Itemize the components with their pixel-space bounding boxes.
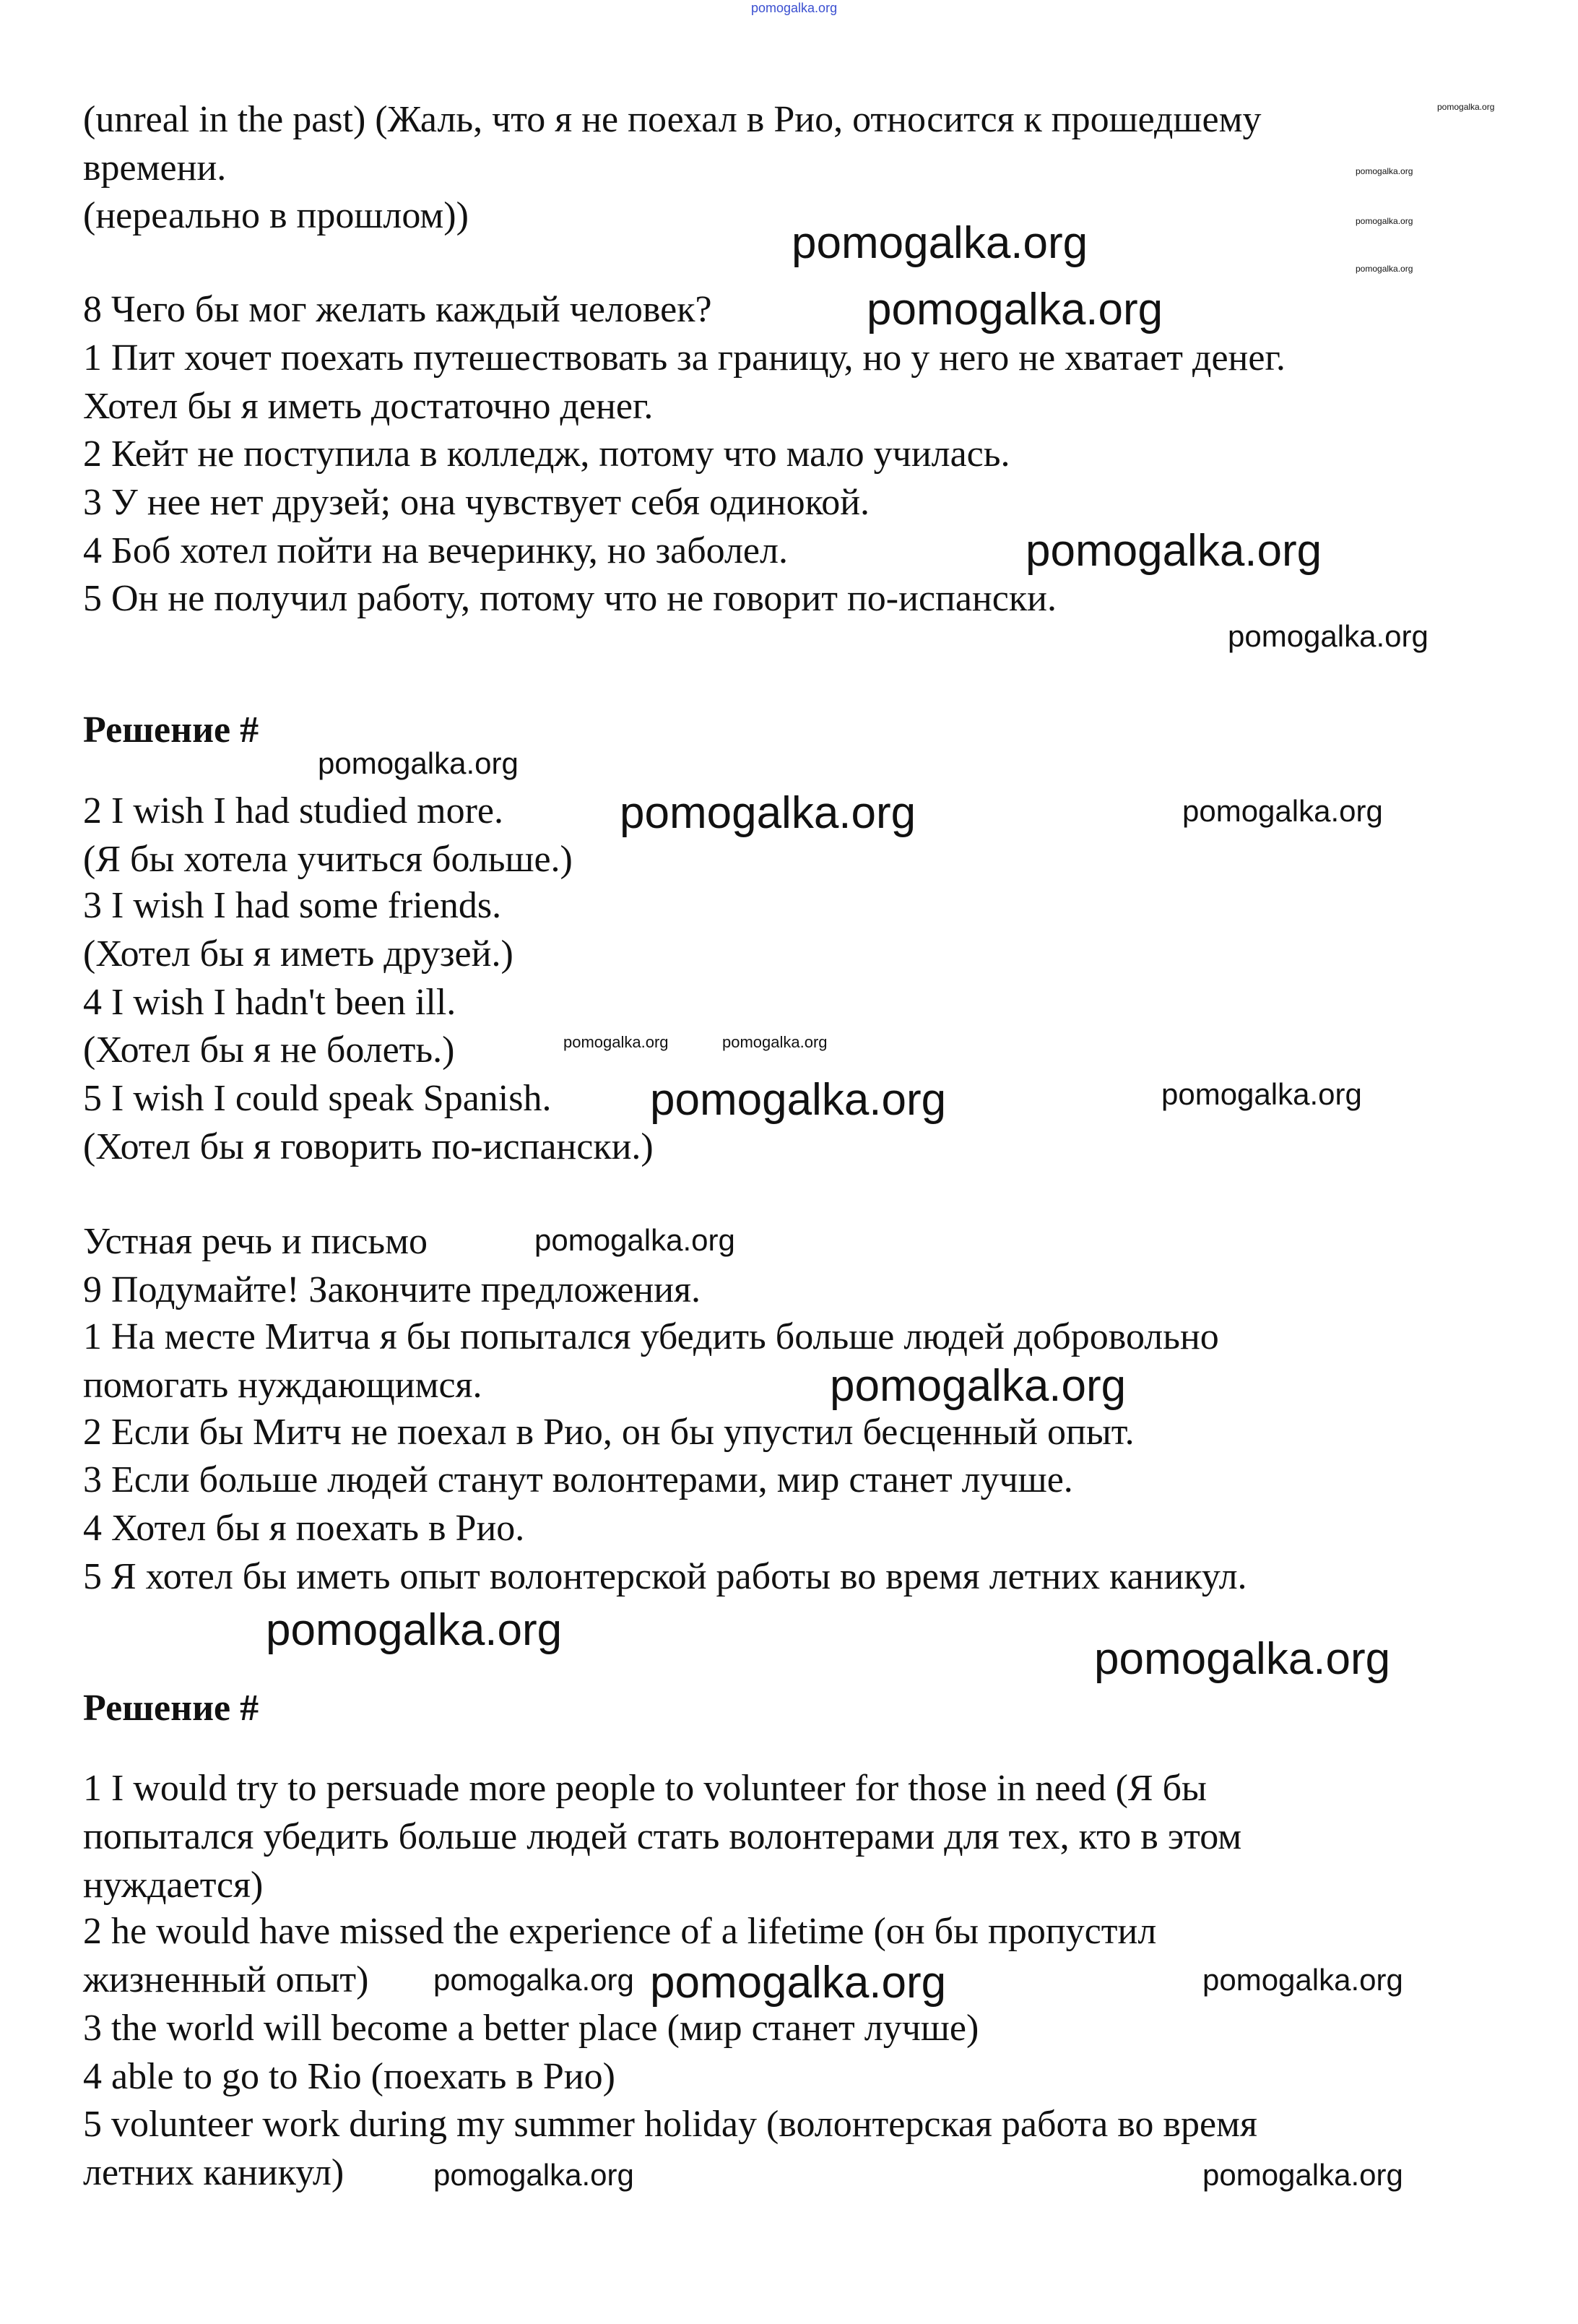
watermark: pomogalka.org <box>722 1033 828 1051</box>
text-line: 5 volunteer work during my summer holiday (волонтерская работа во время <box>83 2104 1257 2145</box>
text-line: 4 I wish I hadn't been ill. <box>83 982 456 1023</box>
watermark: pomogalka.org <box>318 746 519 780</box>
text-line: 5 I wish I could speak Spanish. <box>83 1078 552 1119</box>
text-line: 3 Если больше людей станут волонтерами, мир станет лучше. <box>83 1459 1073 1500</box>
text-line: (unreal in the past) (Жаль, что я не поехал в Рио, относится к прошедшему <box>83 99 1262 140</box>
watermark: pomogalka.org <box>534 1223 735 1257</box>
watermark: pomogalka.org <box>1202 1963 1403 1997</box>
watermark: pomogalka.org <box>563 1033 669 1051</box>
text-line: (нереально в прошлом)) <box>83 195 469 236</box>
text-line: 4 able to go to Rio (поехать в Рио) <box>83 2056 615 2097</box>
watermark: pomogalka.org <box>867 285 1163 334</box>
watermark: pomogalka.org <box>433 1963 634 1997</box>
exercise-title: 8 Чего бы мог желать каждый человек? <box>83 289 712 330</box>
text-line: помогать нуждающимся. <box>83 1365 482 1406</box>
watermark: pomogalka.org <box>1094 1634 1391 1684</box>
text-line: 4 Боб хотел пойти на вечеринку, но заболел. <box>83 530 788 571</box>
watermark: pomogalka.org <box>1437 102 1495 112</box>
text-line: 2 he would have missed the experience of a lifetime (он бы пропустил <box>83 1911 1157 1952</box>
text-line: (Хотел бы я не болеть.) <box>83 1029 455 1071</box>
text-line: нуждается) <box>83 1865 264 1906</box>
text-line: 2 Кейт не поступила в колледж, потому что мало училась. <box>83 433 1010 475</box>
watermark: pomogalka.org <box>1026 526 1322 576</box>
text-line: летних каникул) <box>83 2152 344 2193</box>
watermark: pomogalka.org <box>650 1075 947 1125</box>
watermark: pomogalka.org <box>620 788 916 838</box>
watermark: pomogalka.org <box>1356 216 1413 226</box>
watermark: pomogalka.org <box>1182 794 1383 828</box>
watermark: pomogalka.org <box>1228 619 1429 653</box>
watermark: pomogalka.org <box>266 1605 563 1655</box>
text-line: 3 I wish I had some friends. <box>83 885 502 926</box>
watermark-link[interactable]: pomogalka.org <box>751 1 838 15</box>
text-line: 1 I would try to persuade more people to volunteer for those in need (Я бы <box>83 1768 1207 1809</box>
text-line: жизненный опыт) <box>83 1959 369 2000</box>
section-title: Устная речь и письмо <box>83 1221 428 1262</box>
watermark: pomogalka.org <box>1161 1077 1362 1111</box>
text-line: (Я бы хотела учиться больше.) <box>83 839 573 880</box>
solution-heading: Решение # <box>83 1688 259 1729</box>
text-line: 1 На месте Митча я бы попытался убедить больше людей добровольно <box>83 1316 1219 1357</box>
watermark: pomogalka.org <box>830 1361 1127 1411</box>
watermark: pomogalka.org <box>792 218 1088 268</box>
text-line: 2 I wish I had studied more. <box>83 790 504 831</box>
text-line: попытался убедить больше людей стать волонтерами для тех, кто в этом <box>83 1816 1242 1857</box>
solution-heading: Решение # <box>83 709 259 751</box>
text-line: 5 Я хотел бы иметь опыт волонтерской работы во время летних каникул. <box>83 1556 1247 1597</box>
text-line: времени. <box>83 147 227 189</box>
text-line: 3 У нее нет друзей; она чувствует себя одинокой. <box>83 482 870 523</box>
watermark: pomogalka.org <box>650 1958 947 2008</box>
text-line: Хотел бы я иметь достаточно денег. <box>83 386 654 427</box>
text-line: 2 Если бы Митч не поехал в Рио, он бы упустил бесценный опыт. <box>83 1412 1135 1453</box>
watermark: pomogalka.org <box>1356 166 1413 176</box>
watermark: pomogalka.org <box>1202 2158 1403 2192</box>
text-line: 3 the world will become a better place (мир станет лучше) <box>83 2008 979 2049</box>
text-line: 1 Пит хочет поехать путешествовать за границу, но у него не хватает денег. <box>83 337 1286 379</box>
text-line: 5 Он не получил работу, потому что не говорит по-испански. <box>83 578 1057 619</box>
text-line: (Хотел бы я говорить по-испански.) <box>83 1126 654 1167</box>
watermark: pomogalka.org <box>433 2158 634 2192</box>
text-line: 4 Хотел бы я поехать в Рио. <box>83 1508 525 1549</box>
text-line: (Хотел бы я иметь друзей.) <box>83 933 513 975</box>
exercise-title: 9 Подумайте! Закончите предложения. <box>83 1269 701 1310</box>
watermark: pomogalka.org <box>1356 264 1413 274</box>
